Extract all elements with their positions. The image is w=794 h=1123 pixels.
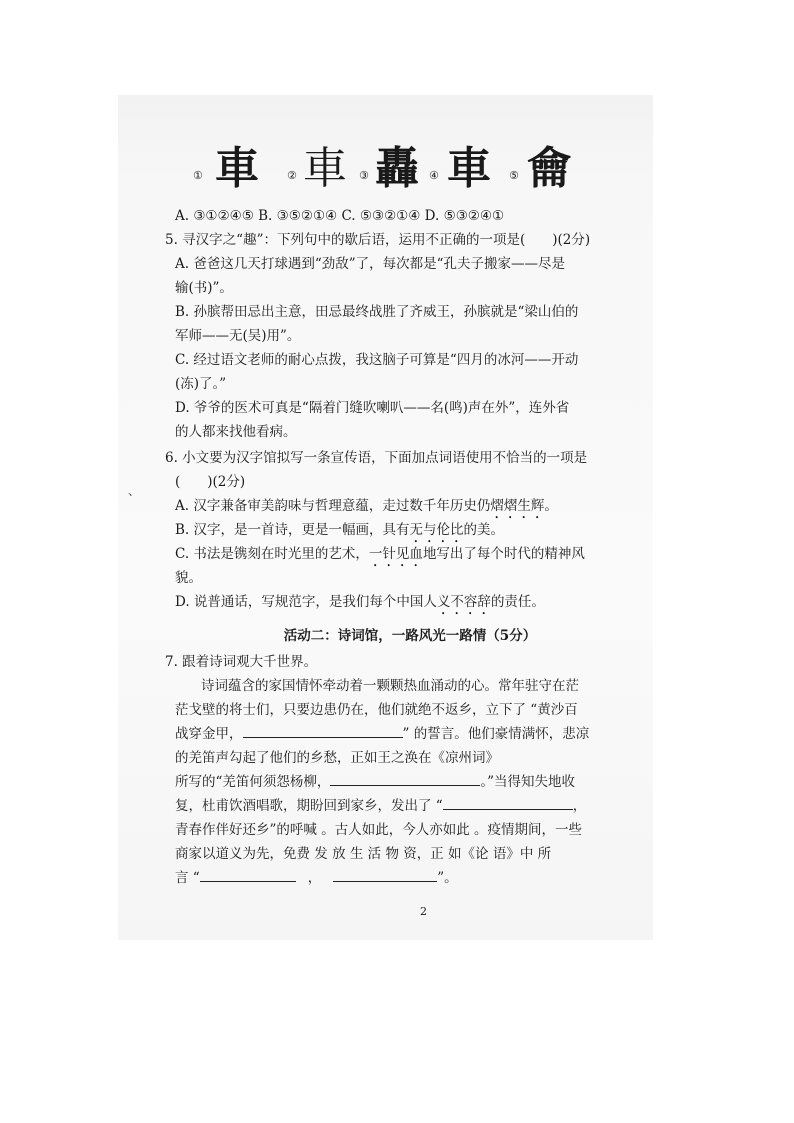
glyph-number-4: ④ [429,169,439,182]
q7-line5-start: 所写的“羌笛何须怨杨柳， [175,774,331,790]
q6-c-end: 地写出了每个时代的精神风 [422,546,585,562]
glyph-number-3: ③ [359,169,369,182]
answer-blank-3[interactable] [443,795,573,810]
q6-option-c-line2: 貌。 [175,570,202,586]
glyph-4: 車 [447,143,491,194]
activity-2-title: 活动二：诗词馆，一路风光一路情（5分） [283,628,537,644]
q7-stem: 7. 跟着诗词观大千世界。 [165,654,318,670]
glyph-3: 轟 [375,143,419,194]
q7-line3-end: ” 的誓言。他们豪情满怀，悲凉 [402,726,590,742]
q6-c-text: C. 书法是镌刻在时光里的艺术， [175,546,369,562]
q6-b-dotted-word: 无与伦比 [409,522,464,538]
q5-option-c-line1: C. 经过语文老师的耐心点拨，我这脑子可算是“四月的冰河——开动 [175,352,579,368]
q5-option-b-line2: 军师——无(吴)用”。 [175,328,301,344]
glyph-number-5: ⑤ [509,169,519,182]
q6-stem-line2: ( )(2分) [175,474,246,490]
q7-line9-comma: ， [307,870,322,886]
q5-option-c-line2: (冻)了。” [175,376,227,392]
q7-paragraph-line6 [175,794,586,818]
q7-line6-end: ， [572,798,587,814]
q6-b-end: 的美。 [463,522,505,538]
glyph-2: 車 [303,143,347,194]
q6-c-dotted-word: 一针见血 [368,546,423,562]
answer-blank-2[interactable] [330,771,480,786]
answer-blank-1[interactable] [243,723,403,738]
stray-scan-mark: 、 [128,484,141,498]
glyph-5: 龠 [527,143,571,194]
q5-option-d-line2: 的人都来找他看病。 [175,424,297,440]
q6-b-text: B. 汉字，是一首诗，更是一幅画，具有 [175,522,410,538]
answer-blank-5[interactable] [333,867,437,882]
q7-paragraph-line8: 商家以道义为先，免费 发 放 生 活 物 资，正 如《论 语》中 所 [175,846,552,862]
q6-option-d [175,590,545,618]
glyph-1: 車 [215,143,259,194]
q7-paragraph-line2: 茫戈壁的将士们，只要边患仍在，他们就绝不返乡，立下了 “黄沙百 [175,702,578,718]
q6-a-end: 。 [544,498,558,514]
q6-a-text: A. 汉字兼备审美韵味与哲理意蕴，走过数千年历史仍 [175,498,491,514]
q7-line6-start: 复，杜甫饮酒唱歌，期盼回到家乡，发出了 “ [175,798,443,814]
q5-option-a-line2: 输(书)”。 [175,280,233,296]
q7-paragraph-line5 [175,770,575,794]
q7-line3-start: 战穿金甲， [175,726,243,742]
q7-paragraph-line3 [175,722,589,746]
q7-paragraph-line4: 的羌笛声勾起了他们的乡愁，正如王之涣在《凉州词》 [175,750,499,766]
q6-d-end: 的责任。 [490,594,545,610]
q6-d-dotted-word: 义不容辞 [436,594,491,610]
q7-line9-end: ”。 [437,870,458,886]
q5-option-b-line1: B. 孙膑帮田忌出主意，田忌最终战胜了齐威王，孙膑就是“梁山伯的 [175,304,579,320]
q7-paragraph-line1: 诗词蕴含的家国情怀牵动着一颗颗热血涌动的心。常年驻守在茫 [201,678,579,694]
q6-d-text: D. 说普通话，写规范字，是我们每个中国人 [175,594,437,610]
q5-stem: 5. 寻汉字之“趣”：下列句中的歇后语，运用不正确的一项是( )(2分) [165,232,591,248]
answer-blank-4[interactable] [200,867,296,882]
q7-paragraph-line9 [175,866,458,890]
q6-stem-line1: 6. 小文要为汉字馆拟写一条宣传语，下面加点词语使用不恰当的一项是 [165,450,588,466]
glyph-number-1: ① [193,169,203,182]
q7-paragraph-line7: 青春作伴好还乡”的呼喊 。古人如此，今人亦如此 。疫情期间，一些 [175,822,582,838]
q6-a-dotted-word: 熠熠生辉 [490,498,545,514]
q4-options: A. ③①②④⑤ B. ③⑤②①④ C. ⑤③②①④ D. ⑤③②④① [175,208,505,224]
q5-option-d-line1: D. 爷爷的医术可真是“隔着门缝吹喇叭——名(鸣)声在外”，连外省 [175,400,570,416]
seal-script-glyph-row [175,140,605,204]
q6-option-c [175,542,585,570]
q7-line9-start: 言 “ [175,870,200,886]
q5-option-a-line1: A. 爸爸这几天打球遇到“劲敌”了，每次都是“孔夫子搬家——尽是 [175,256,566,272]
page-number: 2 [420,905,427,918]
glyph-number-2: ② [287,169,297,182]
q7-line5-end: 。”当得知失地收 [480,774,576,790]
